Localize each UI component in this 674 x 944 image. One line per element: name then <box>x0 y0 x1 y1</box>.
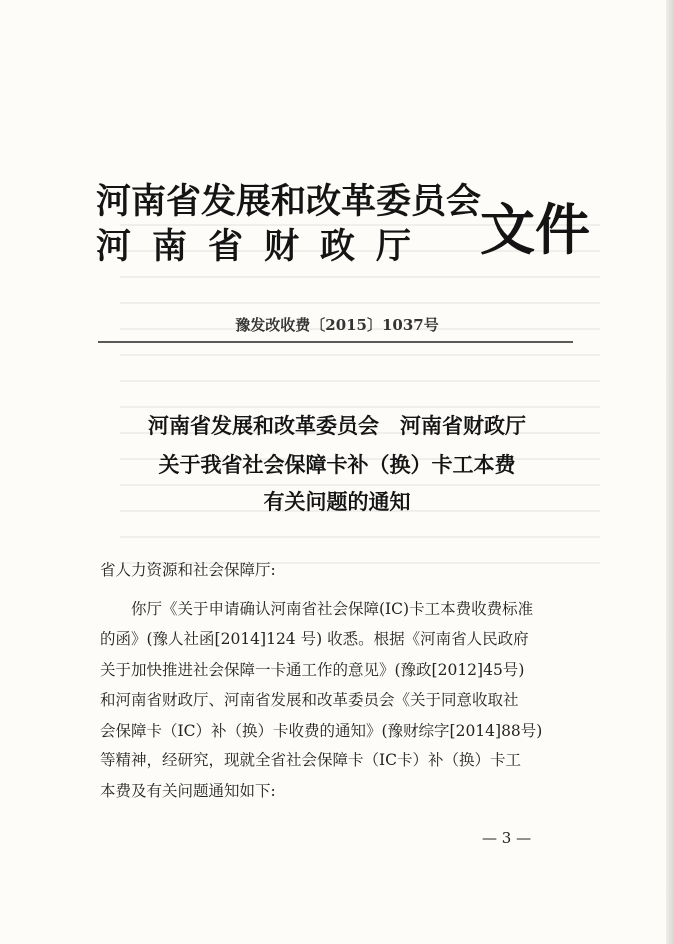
header-divider <box>98 341 573 343</box>
issuer-line-2: 河南省财政厅 <box>96 226 433 267</box>
notice-title-line-2: 关于我省社会保障卡补（换）卡工本费 <box>158 452 516 477</box>
issuer-line-1: 河南省发展和改革委员会 <box>96 181 482 222</box>
document-number: 豫发改收费〔2015〕1037号 <box>235 316 439 334</box>
addressee: 省人力资源和社会保障厅: <box>100 561 276 579</box>
body-line: 本费及有关问题通知如下: <box>100 782 276 800</box>
page-number: — 3 — <box>482 829 532 847</box>
body-line: 和河南省财政厅、河南省发展和改革委员会《关于同意收取社 <box>100 691 519 709</box>
body-line: 会保障卡（IC）补（换）卡收费的通知》(豫财综字[2014]88号) <box>100 722 543 740</box>
notice-title-line-3: 有关问题的通知 <box>263 489 411 514</box>
notice-title-line-1: 河南省发展和改革委员会 河南省财政厅 <box>148 413 526 438</box>
body-line: 关于加快推进社会保障一卡通工作的意见》(豫政[2012]45号) <box>100 661 525 679</box>
body-line: 的函》(豫人社函[2014]124 号) 收悉。根据《河南省人民政府 <box>100 630 529 648</box>
document-type-label: 文件 <box>480 197 591 262</box>
body-line: 等精神，经研究，现就全省社会保障卡（IC卡）补（换）卡工 <box>100 751 521 769</box>
body-line: 你厅《关于申请确认河南省社会保障(IC)卡工本费收费标准 <box>131 600 534 618</box>
